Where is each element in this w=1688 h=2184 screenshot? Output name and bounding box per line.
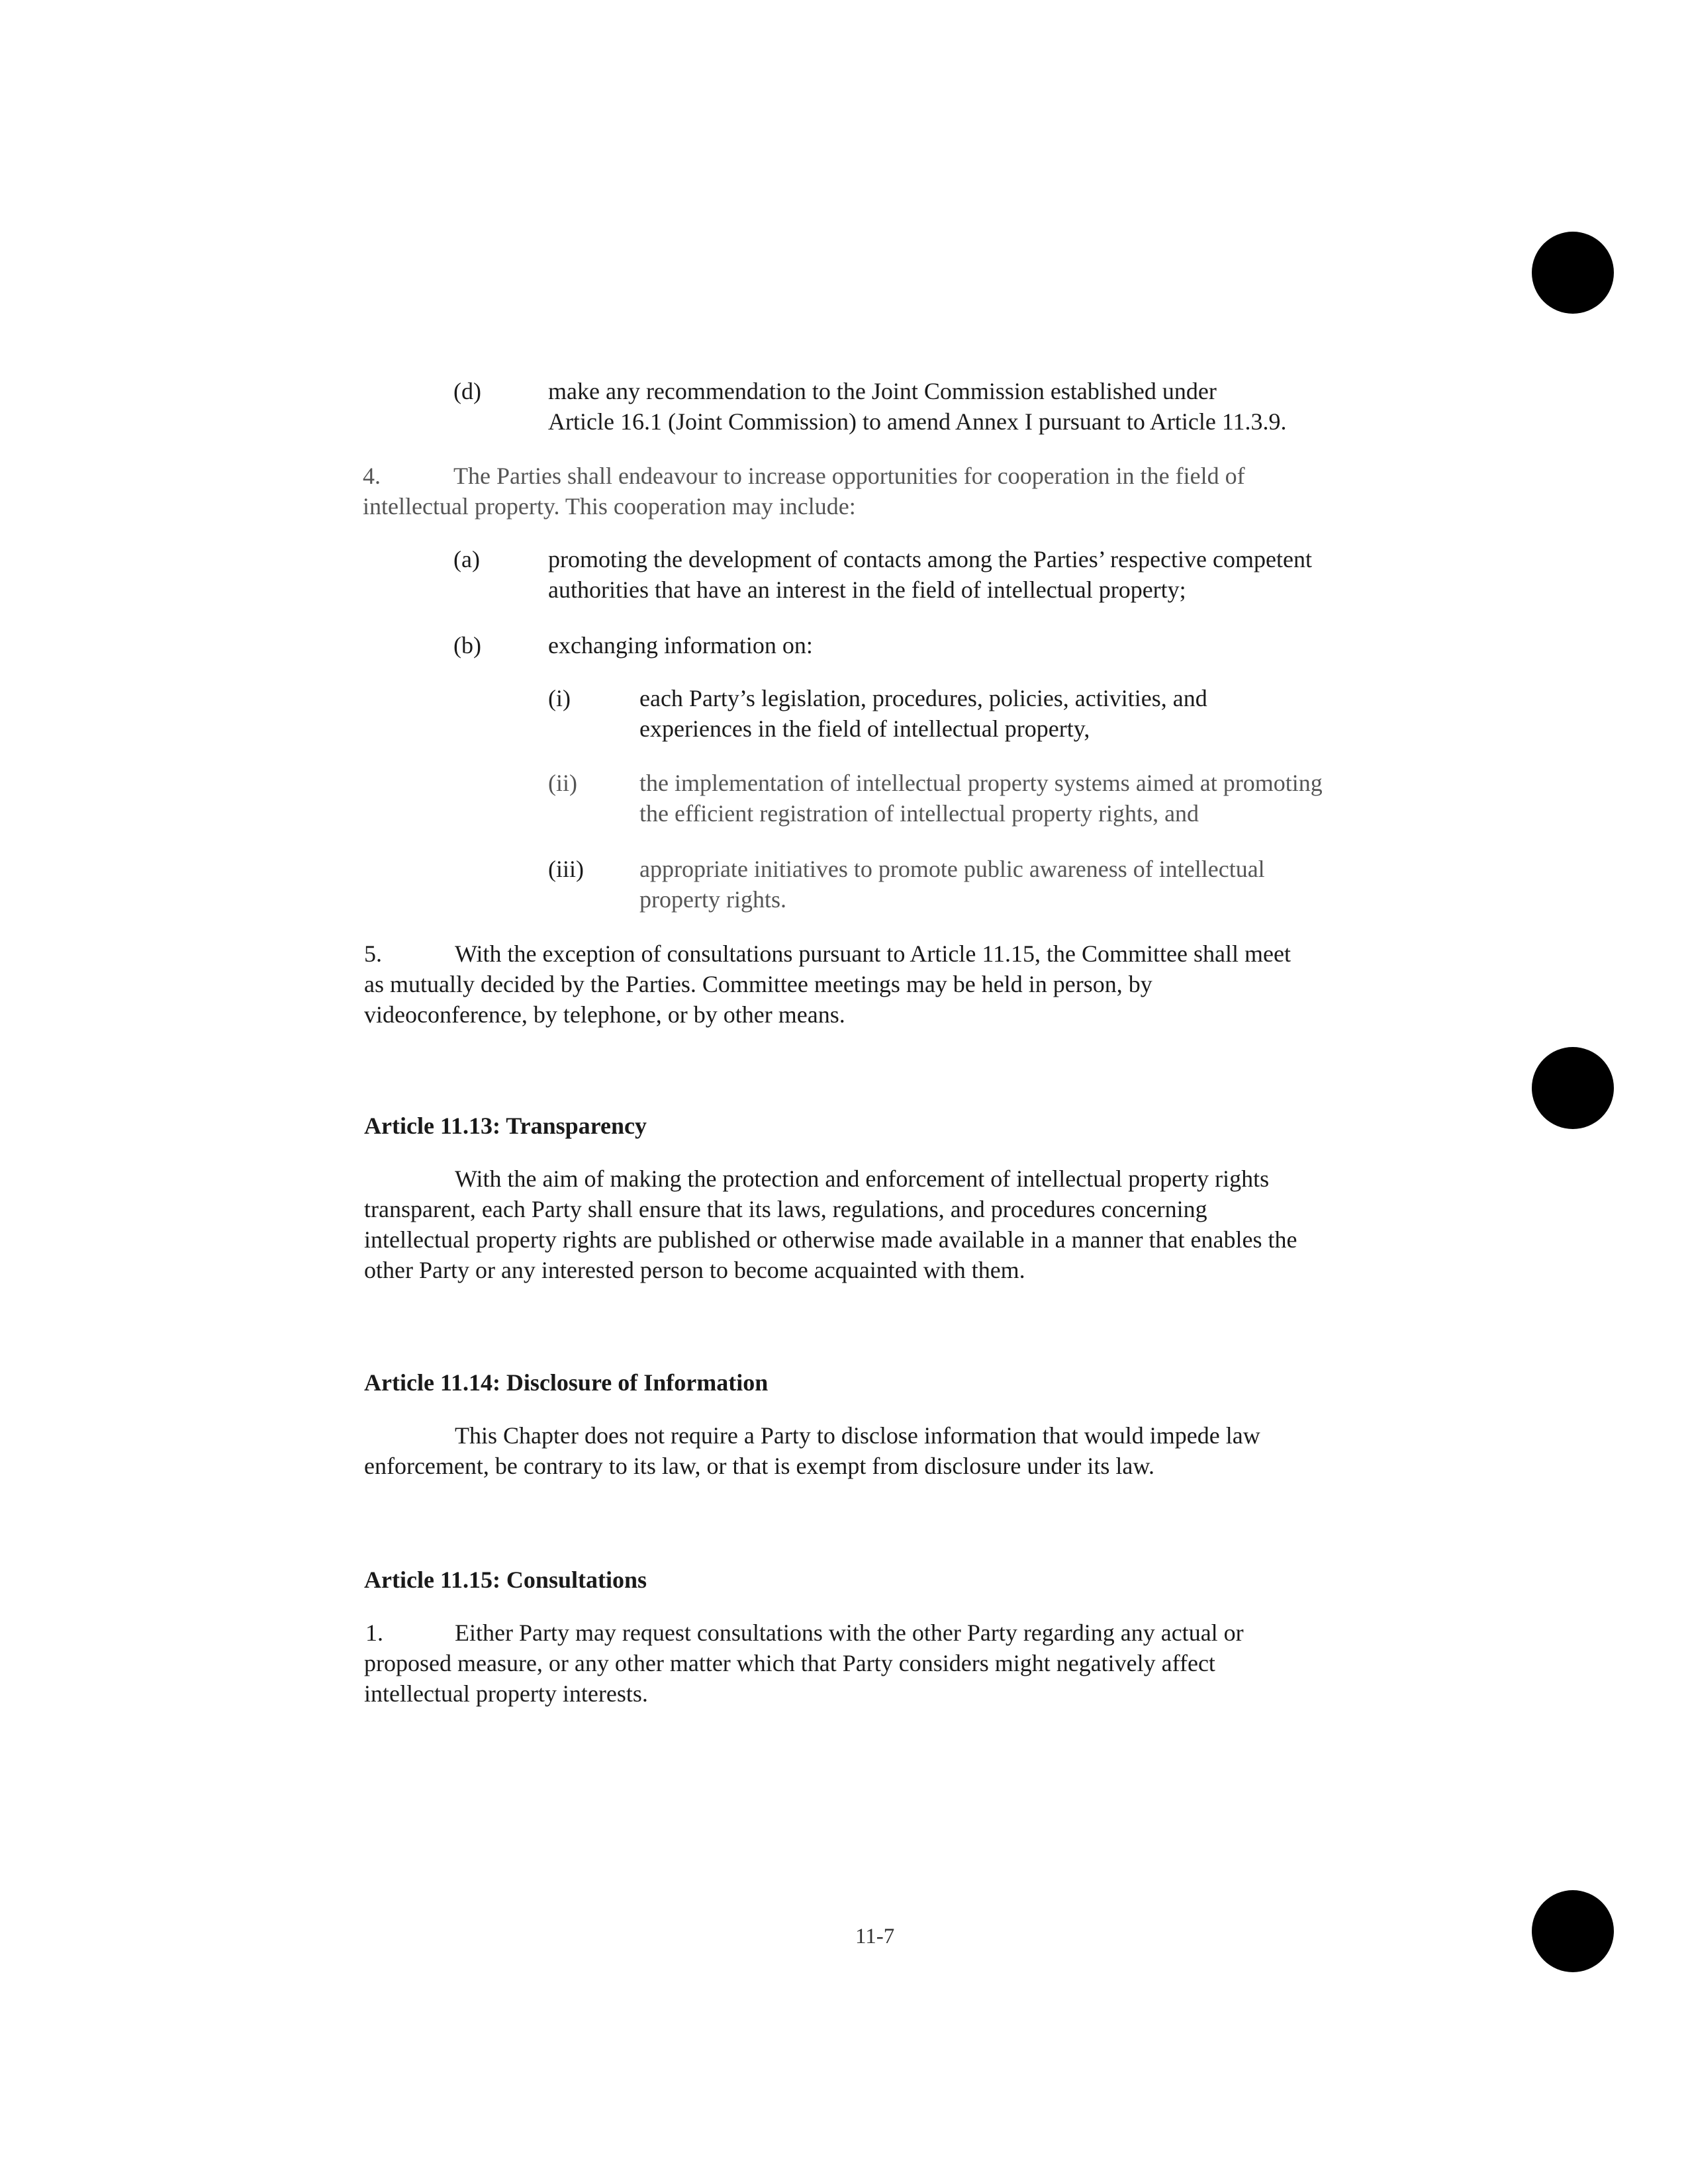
item-a-line-2: authorities that have an interest in the field of intellectual property;: [548, 576, 1186, 603]
article-11-13-line-4: other Party or any interested person to become acquainted with them.: [364, 1257, 1025, 1283]
item-b-text: [548, 630, 813, 660]
article-11-13-text: [364, 1163, 1297, 1285]
punch-hole-middle: [1532, 1047, 1614, 1129]
page-number: 11-7: [855, 1925, 895, 1948]
item-d-label: (d): [453, 378, 481, 404]
item-a-text: [548, 544, 1312, 605]
para-4-number: 4.: [363, 463, 381, 489]
article-11-13-line-1: With the aim of making the protection and enforcement of intellectual property rights: [455, 1165, 1270, 1192]
article-11-15-heading: Article 11.15: Consultations: [364, 1567, 647, 1593]
para-4-text: [363, 461, 1245, 522]
article-11-14-text: [364, 1420, 1260, 1481]
sub-iii-label: (iii): [548, 856, 584, 882]
para-4-line-1: The Parties shall endeavour to increase opportunities for cooperation in the field of: [453, 463, 1245, 489]
article-11-13-line-2: transparent, each Party shall ensure that its laws, regulations, and procedures concerning: [364, 1196, 1207, 1222]
item-b-line-1: exchanging information on:: [548, 632, 813, 659]
para-5-line-1: With the exception of consultations pursuant to Article 11.15, the Committee shall meet: [455, 940, 1291, 967]
article-11-15-line-1: Either Party may request consultations with the other Party regarding any actual or: [455, 1619, 1244, 1646]
para-5-text: [364, 938, 1291, 1030]
article-11-14-heading: Article 11.14: Disclosure of Information: [364, 1369, 769, 1396]
sub-iii-text: [639, 854, 1265, 915]
item-d-text: [548, 376, 1287, 437]
sub-iii-line-1: appropriate initiatives to promote public awareness of intellectual: [639, 856, 1265, 882]
sub-ii-label: (ii): [548, 770, 577, 796]
para-5-line-3: videoconference, by telephone, or by other means.: [364, 1001, 845, 1028]
article-11-15-text: [364, 1617, 1244, 1709]
para-5-line-2: as mutually decided by the Parties. Committee meetings may be held in person, by: [364, 971, 1152, 997]
para-4-line-2: intellectual property. This cooperation may include:: [363, 493, 856, 520]
sub-i-text: [639, 683, 1207, 744]
article-11-14-line-2: enforcement, be contrary to its law, or that is exempt from disclosure under its law.: [364, 1453, 1154, 1479]
item-d-line-2: Article 16.1 (Joint Commission) to amend Annex I pursuant to Article 11.3.9.: [548, 408, 1287, 435]
item-b-label: (b): [453, 632, 481, 659]
article-11-15-line-2: proposed measure, or any other matter which that Party considers might negatively affect: [364, 1650, 1215, 1676]
article-11-13-heading: Article 11.13: Transparency: [364, 1113, 647, 1139]
sub-i-line-2: experiences in the field of intellectual property,: [639, 715, 1090, 742]
article-11-15-para-number: 1.: [365, 1619, 383, 1646]
sub-i-line-1: each Party’s legislation, procedures, policies, activities, and: [639, 685, 1207, 711]
punch-hole-top: [1532, 232, 1614, 314]
sub-ii-line-2: the efficient registration of intellectual property rights, and: [639, 800, 1199, 827]
sub-ii-text: [639, 768, 1323, 829]
sub-iii-line-2: property rights.: [639, 886, 786, 913]
item-d-line-1: make any recommendation to the Joint Commission established under: [548, 378, 1217, 404]
article-11-15-line-3: intellectual property interests.: [364, 1680, 648, 1707]
article-11-13-line-3: intellectual property rights are published or otherwise made available in a manner that enables the: [364, 1226, 1297, 1253]
item-a-label: (a): [453, 546, 480, 572]
para-5-number: 5.: [364, 940, 382, 967]
sub-i-label: (i): [548, 685, 571, 711]
punch-hole-bottom: [1532, 1890, 1614, 1972]
item-a-line-1: promoting the development of contacts among the Parties’ respective competent: [548, 546, 1312, 572]
sub-ii-line-1: the implementation of intellectual property systems aimed at promoting: [639, 770, 1323, 796]
article-11-14-line-1: This Chapter does not require a Party to disclose information that would impede law: [455, 1422, 1260, 1449]
